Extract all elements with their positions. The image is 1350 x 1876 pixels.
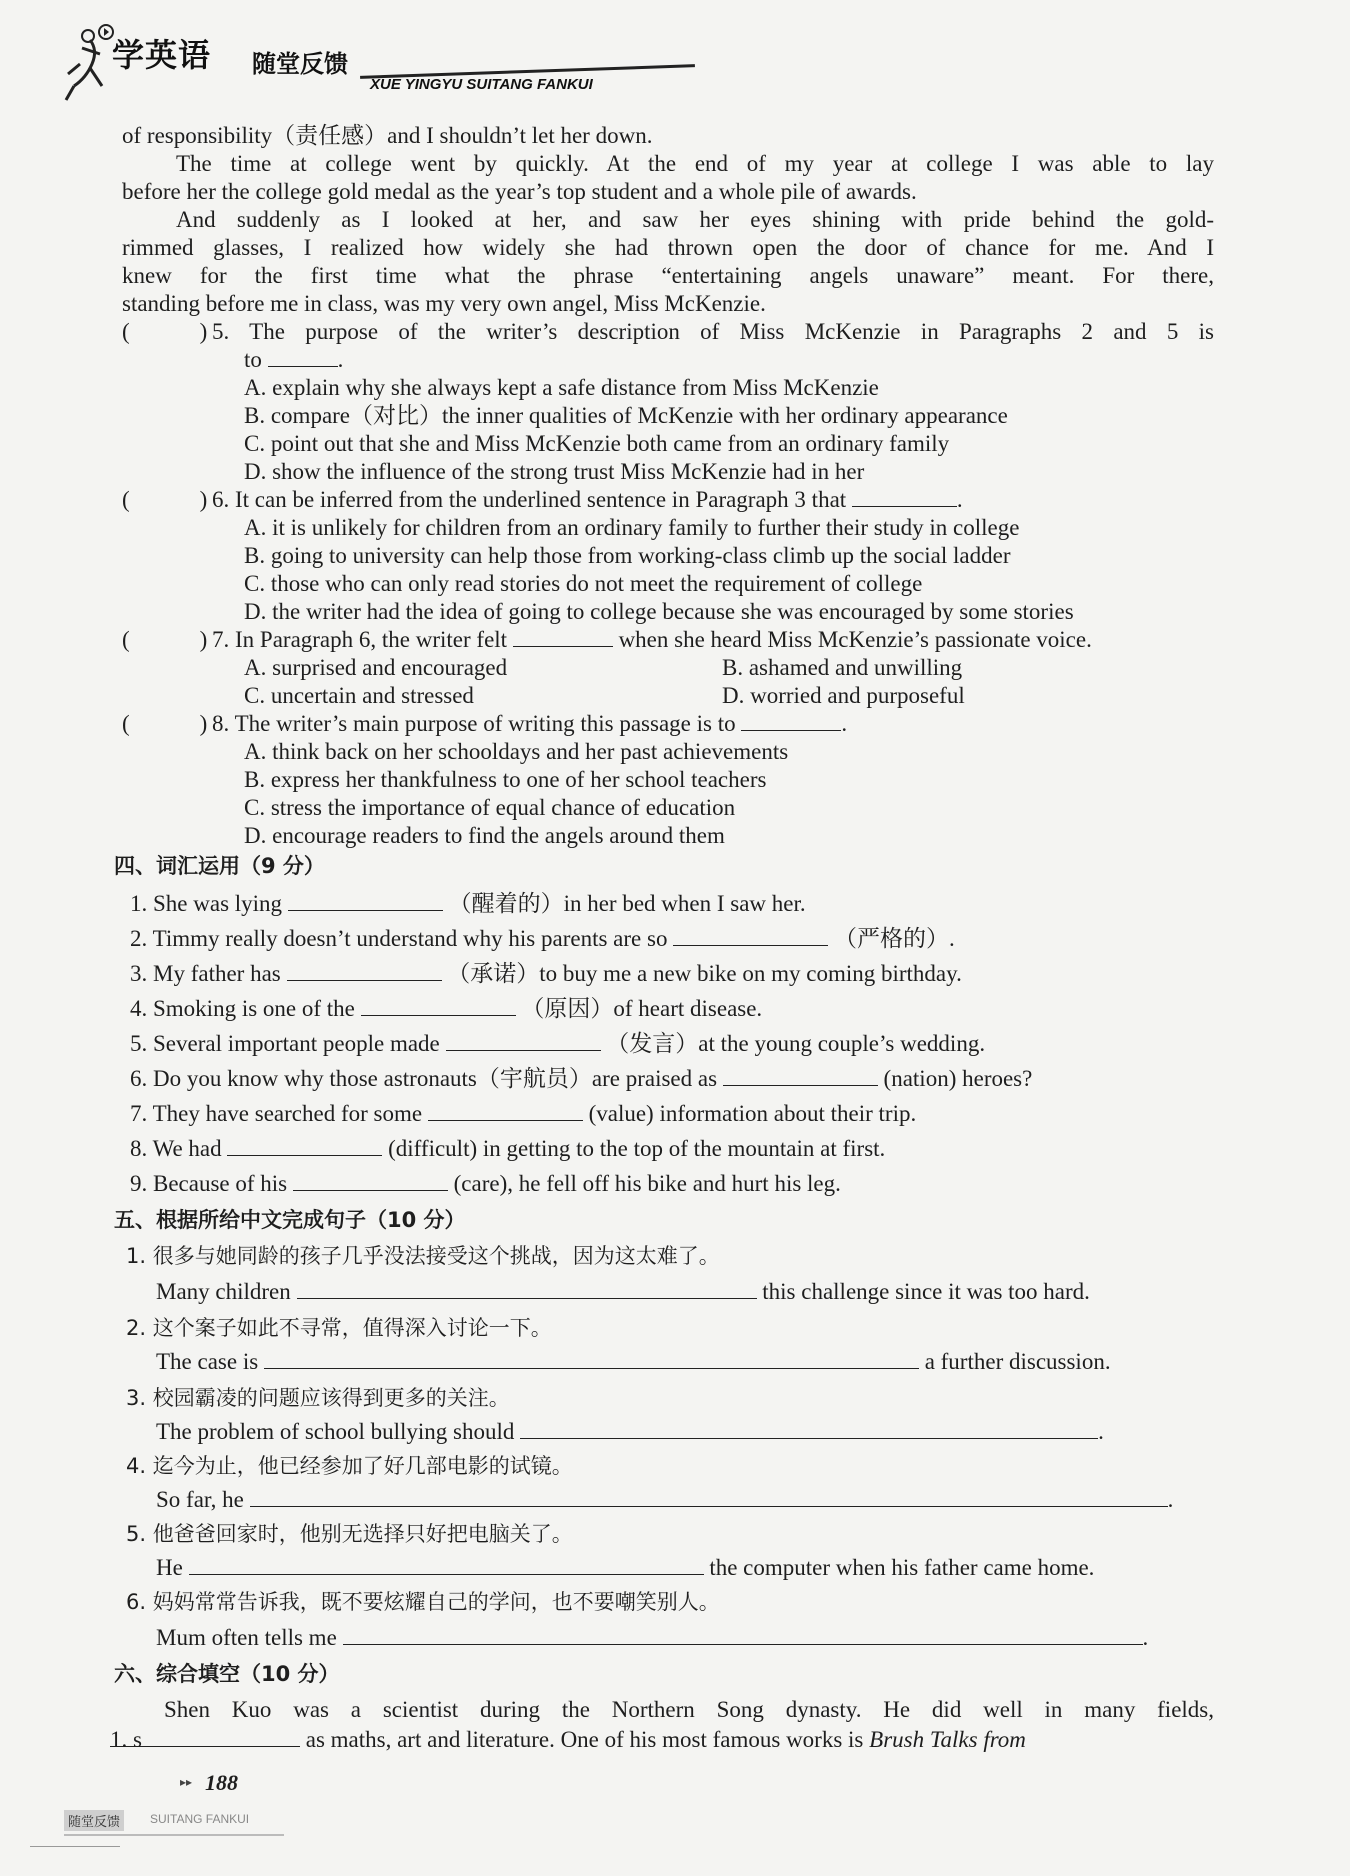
vocab-item: 9. Because of his (care), he fell off his bike and hurt his leg. [130,1171,841,1196]
option: B. express her thankfulness to one of her school teachers [244,767,767,792]
passage-line: knew for the first time what the phrase “entertaining angels unaware” meant. For there, [122,263,1214,288]
option: B. going to university can help those from working-class climb up the social ladder [244,543,1011,568]
answer-blank[interactable] [361,995,516,1016]
header-title-cn: 学英语 [112,36,212,74]
header-title-en: XUE YINGYU SUITANG FANKUI [370,76,593,93]
answer-blank[interactable] [268,346,338,367]
section-heading: 四、词汇运用（9 分） [114,854,325,878]
passage-line: before her the college gold medal as the year’s top student and a whole pile of awards. [122,179,917,204]
page-number: 188 [205,1770,238,1795]
passage-line: standing before me in class, was my very own angel, Miss McKenzie. [122,291,766,316]
answer-blank[interactable] [428,1100,583,1121]
footer-tag-cn: 随堂反馈 [64,1810,124,1831]
translation-cn: 3. 校园霸凌的问题应该得到更多的关注。 [126,1386,510,1410]
answer-blank[interactable] [520,1418,1098,1439]
answer-blank[interactable] [741,710,841,731]
footer-divider [30,1846,120,1847]
translation-en: He the computer when his father came home. [156,1555,1095,1580]
translation-cn: 2. 这个案子如此不寻常，值得深入讨论一下。 [126,1316,552,1340]
question-stem: 6. It can be inferred from the underlined sentence in Paragraph 3 that . [212,487,963,512]
passage-line: rimmed glasses, I realized how widely she had thrown open the door of chance for me. And I [122,235,1214,260]
option: A. it is unlikely for children from an ordinary family to further their study in college [244,515,1020,540]
answer-blank[interactable] [673,925,828,946]
vocab-item: 8. We had (difficult) in getting to the top of the mountain at first. [130,1136,886,1161]
answer-blank[interactable] [513,626,613,647]
section-heading: 五、根据所给中文完成句子（10 分） [114,1208,466,1232]
question-stem: 8. The writer’s main purpose of writing this passage is to . [212,711,848,736]
page-arrow-icon: ▸▸ [180,1775,193,1789]
answer-blank[interactable] [852,486,957,507]
vocab-item: 6. Do you know why those astronauts（宇航员）are praised as (nation) heroes? [130,1066,1033,1091]
translation-cn: 5. 他爸爸回家时，他别无选择只好把电脑关了。 [126,1522,573,1546]
option: A. surprised and encouraged [244,655,508,680]
answer-paren[interactable]: ( ) [122,319,208,344]
vocab-item: 5. Several important people made （发言）at the young couple’s wedding. [130,1031,986,1056]
vocab-item: 2. Timmy really doesn’t understand why his parents are so （严格的）. [130,926,955,951]
vocab-item: 1. She was lying （醒着的）in her bed when I saw her. [130,891,806,916]
footer-tag-en: SUITANG FANKUI [150,1812,250,1826]
answer-blank[interactable] [227,1135,382,1156]
vocab-item: 3. My father has （承诺）to buy me a new bike on my coming birthday. [130,961,962,986]
footer-divider [64,1834,284,1836]
page-header [60,18,660,108]
question-stem: 7. In Paragraph 6, the writer felt when she heard Miss McKenzie’s passionate voice. [212,627,1092,652]
answer-paren[interactable]: ( ) [122,627,208,652]
answer-paren[interactable]: ( ) [122,711,208,736]
cloze-line: Shen Kuo was a scientist during the Northern Song dynasty. He did well in many fields, [164,1697,1214,1722]
answer-blank[interactable] [297,1278,757,1299]
answer-blank[interactable] [723,1065,878,1086]
header-subtitle-cn: 随堂反馈 [252,50,348,78]
option: A. think back on her schooldays and her past achievements [244,739,789,764]
option: A. explain why she always kept a safe distance from Miss McKenzie [244,375,879,400]
section-heading: 六、综合填空（10 分） [114,1662,340,1686]
translation-en: The problem of school bullying should . [156,1419,1104,1444]
option: C. uncertain and stressed [244,683,474,708]
option: D. the writer had the idea of going to college because she was encouraged by some stories [244,599,1074,624]
translation-en: Many children this challenge since it was too hard. [156,1279,1090,1304]
option: D. show the influence of the strong trust Miss McKenzie had in her [244,459,865,484]
option: B. ashamed and unwilling [722,655,963,680]
translation-cn: 4. 迄今为止，他已经参加了好几部电影的试镜。 [126,1454,573,1478]
translation-en: Mum often tells me . [156,1625,1149,1650]
vocab-item: 4. Smoking is one of the （原因）of heart disease. [130,996,763,1021]
translation-en: The case is a further discussion. [156,1349,1111,1374]
translation-en: So far, he . [156,1487,1174,1512]
answer-blank[interactable] [250,1486,1168,1507]
translation-cn: 6. 妈妈常常告诉我，既不要炫耀自己的学问，也不要嘲笑别人。 [126,1590,720,1614]
option: C. those who can only read stories do not meet the requirement of college [244,571,923,596]
answer-blank[interactable] [189,1554,704,1575]
option: D. worried and purposeful [722,683,965,708]
passage-line: And suddenly as I looked at her, and saw her eyes shining with pride behind the gold- [176,207,1214,232]
answer-blank[interactable] [293,1170,448,1191]
translation-cn: 1. 很多与她同龄的孩子几乎没法接受这个挑战，因为这太难了。 [126,1244,720,1268]
option: D. encourage readers to find the angels around them [244,823,725,848]
answer-blank[interactable]: 1. s [110,1726,300,1747]
option: B. compare（对比）the inner qualities of McKenzie with her ordinary appearance [244,403,1008,428]
answer-blank[interactable] [287,960,442,981]
passage-line: of responsibility（责任感）and I shouldn’t let her down. [122,123,653,148]
answer-blank[interactable] [446,1030,601,1051]
passage-line: The time at college went by quickly. At the end of my year at college I was able to lay [176,151,1214,176]
answer-blank[interactable] [343,1624,1143,1645]
cloze-line: 1. s as maths, art and literature. One of his most famous works is Brush Talks from [110,1727,1026,1752]
question-stem-cont: to . [244,347,344,372]
answer-paren[interactable]: ( ) [122,487,208,512]
option: C. stress the importance of equal chance of education [244,795,736,820]
answer-blank[interactable] [288,890,443,911]
answer-blank[interactable] [264,1348,919,1369]
option: C. point out that she and Miss McKenzie both came from an ordinary family [244,431,950,456]
question-stem: 5. The purpose of the writer’s description of Miss McKenzie in Paragraphs 2 and 5 is [212,319,1214,344]
vocab-item: 7. They have searched for some (value) information about their trip. [130,1101,917,1126]
